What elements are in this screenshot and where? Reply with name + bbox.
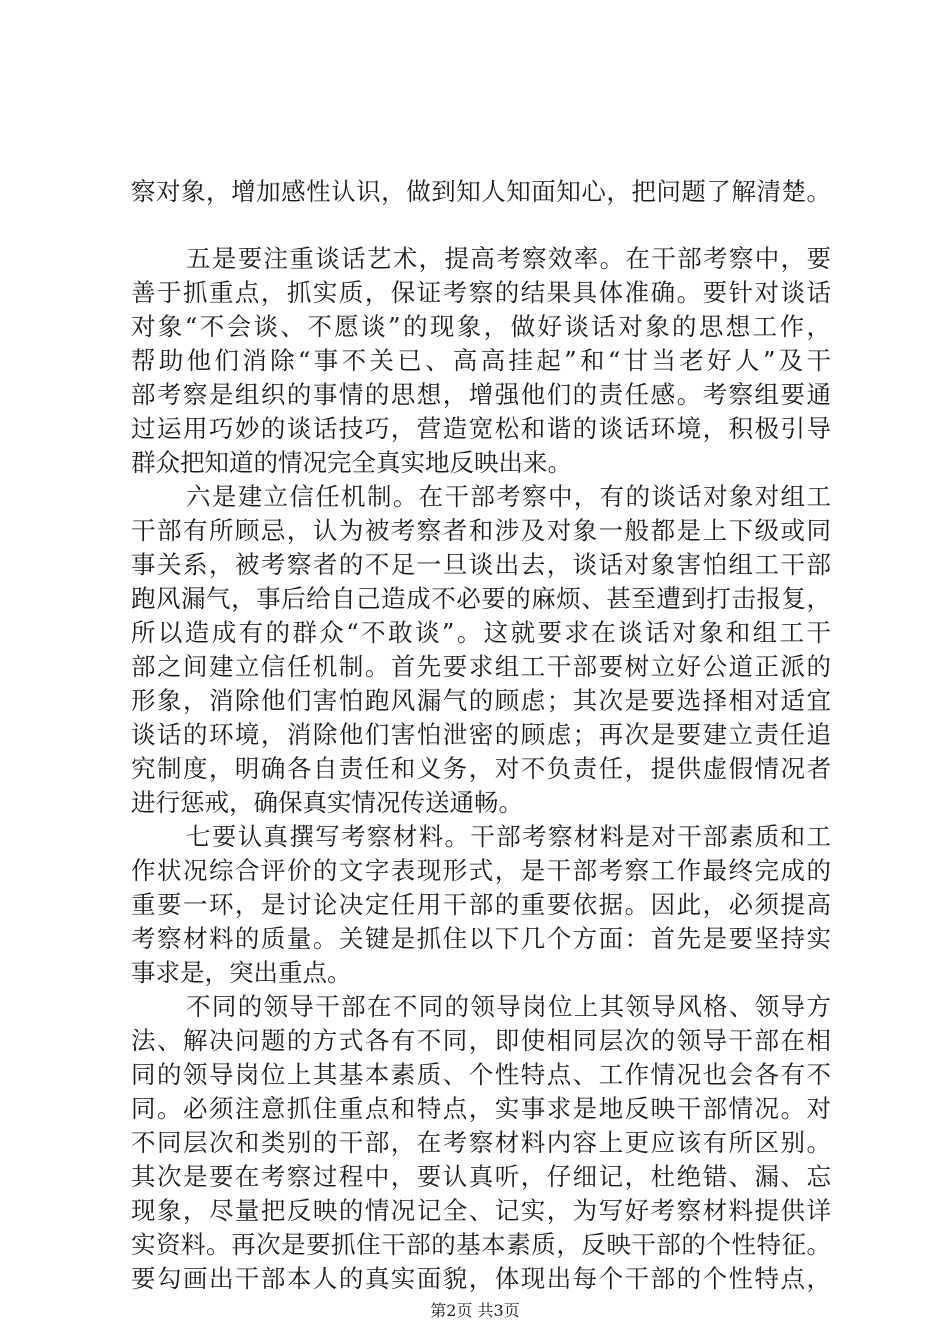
text-line: 法、解决问题的方式各有不同，即使相同层次的领导干部在相 xyxy=(131,1026,831,1055)
text-line: 同。必须注意抓住重点和特点，实事求是地反映干部情况。对 xyxy=(131,1094,831,1123)
text-line: 对象“不会谈、不愿谈”的现象，做好谈话对象的思想工作， xyxy=(131,312,831,341)
text-line: 事关系，被考察者的不足一旦谈出去，谈话对象害怕组工干部 xyxy=(131,550,831,579)
text-line: 要勾画出干部本人的真实面貌，体现出每个干部的个性特点， xyxy=(131,1264,831,1293)
text-line: 部考察是组织的事情的思想，增强他们的责任感。考察组要通 xyxy=(131,380,831,409)
text-line: 群众把知道的情况完全真实地反映出来。 xyxy=(131,448,572,477)
text-line: 谈话的环境，消除他们害怕泄密的顾虑；再次是要建立责任追 xyxy=(131,720,831,749)
text-line: 重要一环，是讨论决定任用干部的重要依据。因此，必须提高 xyxy=(131,890,831,919)
text-line: 七要认真撰写考察材料。干部考察材料是对干部素质和工 xyxy=(186,822,831,851)
text-line: 过运用巧妙的谈话技巧，营造宽松和谐的谈话环境，积极引导 xyxy=(131,414,831,443)
text-line: 形象，消除他们害怕跑风漏气的顾虑；其次是要选择相对适宜 xyxy=(131,686,831,715)
text-line: 干部有所顾忌，认为被考察者和涉及对象一般都是上下级或同 xyxy=(131,516,831,545)
text-line: 同的领导岗位上其基本素质、个性特点、工作情况也会各有不 xyxy=(131,1060,831,1089)
text-line: 所以造成有的群众“不敢谈”。这就要求在谈话对象和组工干 xyxy=(131,618,831,647)
text-line: 不同的领导干部在不同的领导岗位上其领导风格、领导方 xyxy=(186,992,831,1021)
text-line: 究制度，明确各自责任和义务，对不负责任，提供虚假情况者 xyxy=(131,754,831,783)
text-line: 其次是要在考察过程中，要认真听，仔细记，杜绝错、漏、忘 xyxy=(131,1162,831,1191)
text-line: 作状况综合评价的文字表现形式，是干部考察工作最终完成的 xyxy=(131,856,831,885)
page-footer: 第2页 共3页 xyxy=(430,1301,520,1320)
text-line: 跑风漏气，事后给自己造成不必要的麻烦、甚至遭到打击报复， xyxy=(131,584,831,613)
text-line: 实资料。再次是要抓住干部的基本素质，反映干部的个性特征。 xyxy=(131,1230,831,1259)
text-line: 事求是，突出重点。 xyxy=(131,958,352,987)
text-line: 部之间建立信任机制。首先要求组工干部要树立好公道正派的 xyxy=(131,652,831,681)
text-line: 察对象，增加感性认识，做到知人知面知心，把问题了解清楚。 xyxy=(131,177,831,206)
text-line: 五是要注重谈话艺术，提高考察效率。在干部考察中，要 xyxy=(186,244,831,273)
text-line: 帮助他们消除“事不关已、高高挂起”和“甘当老好人”及干 xyxy=(131,346,831,375)
text-line: 现象，尽量把反映的情况记全、记实，为写好考察材料提供详 xyxy=(131,1196,831,1225)
text-line: 不同层次和类别的干部，在考察材料内容上更应该有所区别。 xyxy=(131,1128,831,1157)
text-line: 进行惩戒，确保真实情况传送通畅。 xyxy=(131,788,523,817)
text-line: 考察材料的质量。关键是抓住以下几个方面：首先是要坚持实 xyxy=(131,924,831,953)
text-line: 善于抓重点，抓实质，保证考察的结果具体准确。要针对谈话 xyxy=(131,278,831,307)
text-line: 六是建立信任机制。在干部考察中，有的谈话对象对组工 xyxy=(186,482,831,511)
